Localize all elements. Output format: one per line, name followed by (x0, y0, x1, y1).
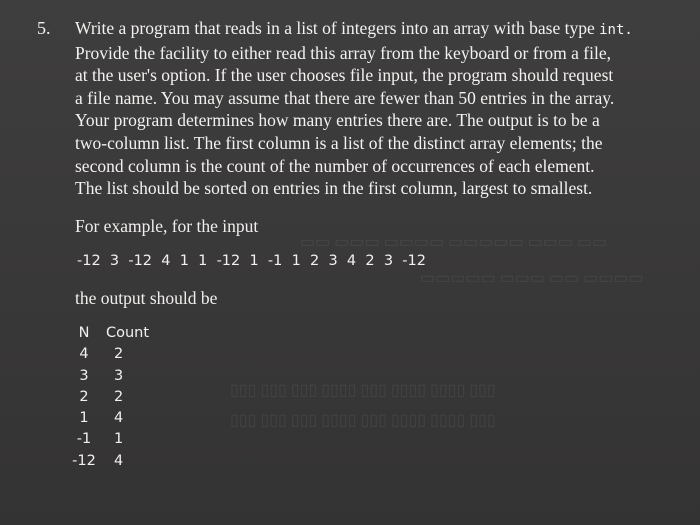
output-table-row (62, 387, 194, 408)
bleed-through-text: ▯▯▯ ▯▯▯▯ ▯▯▯▯ ▯▯▯ ▯▯▯▯ ▯▯▯ ▯▯▯ ▯▯▯ (230, 412, 496, 429)
bleed-through-text: ▭▭▭▭ ▭▭ ▭▭▭ ▭▭▭▭▭ (420, 270, 644, 287)
cell-n: 3 (79, 367, 89, 384)
cell-n: 1 (79, 410, 89, 427)
problem-line: a file name. You may assume that there are fewer than 50 entries in the array. (75, 87, 615, 108)
problem-number: 5. (37, 18, 51, 38)
problem-statement (75, 17, 683, 200)
output-table (62, 323, 194, 472)
example-input-sequence: -12 3 -12 4 1 1 -12 1 -1 1 2 3 4 2 3 -12 (77, 253, 426, 269)
cell-count: 3 (114, 367, 124, 384)
cell-count: 2 (114, 346, 124, 363)
column-header-n: N (78, 325, 90, 341)
column-header-count: Count (106, 325, 150, 341)
problem-line-text: Write a program that reads in a list of integers into an array with base type (75, 18, 595, 38)
cell-count: 4 (114, 410, 124, 427)
cell-n: 2 (79, 388, 89, 405)
output-table-row (62, 451, 194, 472)
bleed-through-text: ▯▯▯ ▯▯▯▯ ▯▯▯▯ ▯▯▯ ▯▯▯▯ ▯▯▯ ▯▯▯ ▯▯▯ (230, 382, 496, 399)
problem-line: The list should be sorted on entries in the first column, largest to smallest. (75, 178, 593, 199)
cell-n: -12 (72, 452, 96, 469)
cell-n: -1 (76, 431, 92, 448)
base-type-code: int. (599, 22, 633, 38)
bleed-through-text: ▭▭ ▭▭▭ ▭▭▭▭▭ ▭▭▭▭ ▭▭▭ ▭▭ (300, 234, 608, 251)
output-table-header (62, 323, 194, 344)
cell-count: 1 (114, 431, 124, 448)
cell-count: 4 (114, 452, 124, 469)
problem-line: second column is the count of the number of occurrences of each element. (75, 155, 595, 176)
cell-n: 4 (79, 346, 89, 363)
problem-line: at the user's option. If the user chooses file input, the program should request (75, 65, 614, 86)
output-table-row (62, 366, 194, 387)
cell-count: 2 (114, 388, 124, 405)
output-intro: the output should be (75, 288, 218, 308)
problem-line: two-column list. The first column is a list of the distinct array elements; the (75, 132, 603, 153)
example-intro: For example, for the input (75, 216, 259, 236)
output-table-row (62, 429, 194, 450)
problem-line: Your program determines how many entries there are. The output is to be a (75, 110, 600, 131)
problem-line (75, 17, 683, 42)
output-table-row (62, 408, 194, 429)
output-table-row (62, 344, 194, 365)
problem-line: Provide the facility to either read this array from the keyboard or from a file, (75, 42, 611, 63)
